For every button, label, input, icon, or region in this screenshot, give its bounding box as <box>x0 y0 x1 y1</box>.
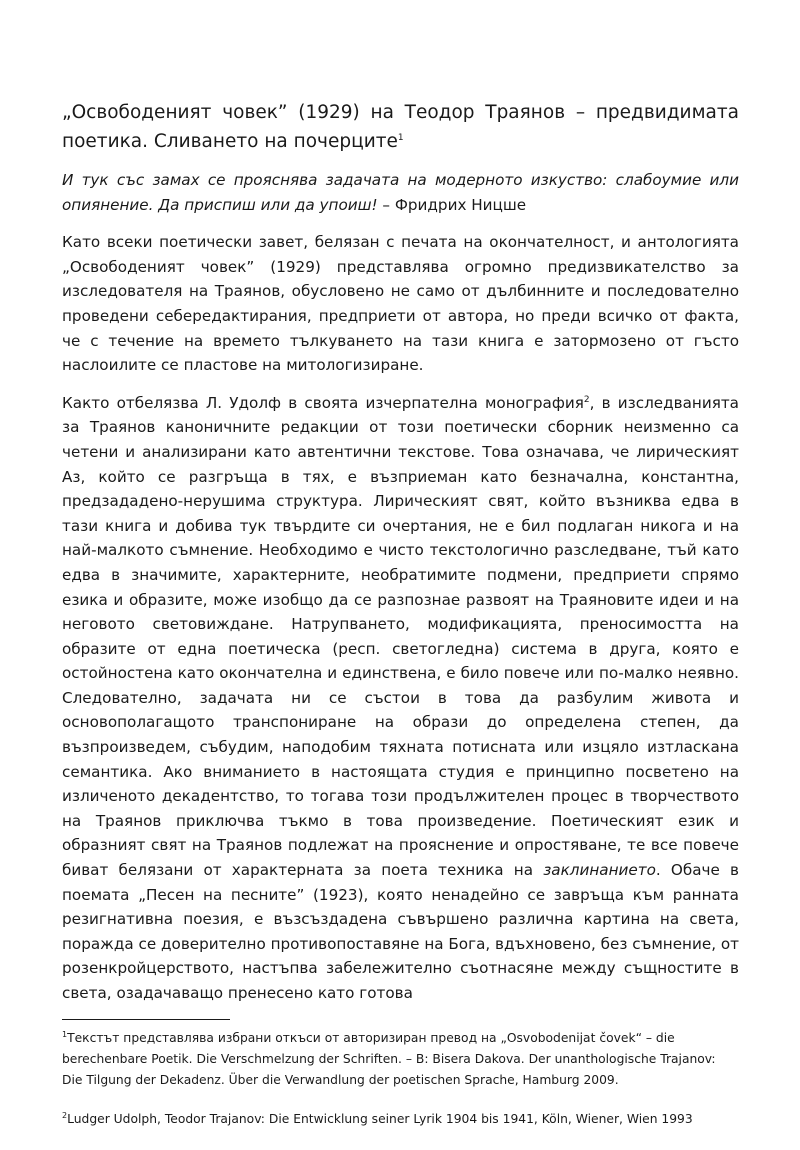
footnote-ref-1[interactable]: 1 <box>397 132 404 143</box>
footnote-1-marker: 1 <box>62 1029 68 1039</box>
epigraph-quote: И тук със замах се прояснява задачата на модерното изкуство: слабоумие или опиянение. Да приспиш или да упоиш! <box>62 171 739 214</box>
footnote-2-marker: 2 <box>62 1110 68 1120</box>
emphasized-term: заклинанието <box>543 861 656 880</box>
paragraph-2 <box>62 391 739 1006</box>
page-title <box>62 98 739 156</box>
footnote-2 <box>62 1109 739 1130</box>
paragraph-1: Като всеки поетически завет, белязан с печата на окончателност, и антологията „Освободеният човек” (1929) представлява огромно предизвикателство за изследователя на Траянов, обусловено не само от дълбинните и последователно проведени себередактирания, предприети от автора, но преди всичко от факта, че с течение на времето тълкуването на тази книга е затормозено от гъсто наслоилите се пластове на митологизиране. <box>62 233 739 375</box>
footnote-ref-2[interactable]: 2 <box>583 394 590 405</box>
footnote-divider <box>62 1019 230 1020</box>
epigraph-attribution: – Фридрих Ницше <box>377 195 527 214</box>
paragraph-2-start: Както отбелязва Л. Удолф в своята изчерпателна монография <box>62 393 584 412</box>
document-page <box>62 98 739 1148</box>
footnote-1 <box>62 1028 739 1091</box>
paragraph-2-end: . Обаче в поемата „Песен на песните” (1923), която ненадейно се завръща към ранната резигнативна поезия, е възсъздадена съвършено различна картина на света, поражда се доверително противопоставяне на Бога, вдъхновено, без съмнение, от розенкройцерството, настъпва забележително съотнасяне между същностите в света, озадачаващо пренесено като готова <box>62 861 739 1002</box>
paragraph-2-body: , в изследванията за Траянов каноничните редакции от този поетически сборник неизменно са четени и анализирани като автентични текстове. Това означава, че лирическият Аз, който се разгръща в тях, е възприеман като безначална, константна, предзададено-нерушима структура. Лирическият свят, който възниква едва в тази книга и добива тук твърдите си очертания, не е бил подлаган никога и на най-малкото съмнение. Необходимо е чисто текстологично разследване, тъй като едва в значимите, характерните, необратимите подмени, предприети спрямо езика и образите, може изобщо да се разпознае развоят на Траяновите идеи и на неговото световиждане. Натрупването, модификацията, преносимостта на образите от една поетическа (респ. светогледна) система в друга, която е остойностена като окончателна и единствена, е било повече или по-малко неявно. Следователно, задачата ни се състои в това да разбулим живота и основополагащото транспониране на образи до определена степен, да възпроизведем, събудим, наподобим тяхната потисната или изцяло изтласкана семантика. Ако вниманието в настоящата студия е принципно посветено на изличеното декадентство, то тогава този продължителен процес в творчеството на Траянов приключва тъкмо в това произведение. Поетическият език и образният свят на Траянов подлежат на прояснение и опростяване, те все повече биват белязани от характерната за поета техника на <box>62 393 739 880</box>
epigraph <box>62 168 739 217</box>
footnote-2-text: Ludger Udolph, Teodor Trajanov: Die Entwicklung seiner Lyrik 1904 bis 1941, Köln, Wiener, Wien 1993 <box>67 1111 693 1126</box>
title-text: „Освободеният човек” (1929) на Теодор Траянов – предвидимата поетика. Сливането на почерците <box>62 102 739 152</box>
footnote-1-text: Текстът представлява избрани откъси от авторизиран превод на „Osvobodenijat čovek“ – die berechenbare Poetik. Die Verschmelzung der Schriften. – B: Bisera Dakova. Der unanthologische Trajanov: Die Tilgung der Dekadenz. Über die Verwandlung der poetischen Sprache, Hamburg 2009. <box>62 1030 716 1087</box>
